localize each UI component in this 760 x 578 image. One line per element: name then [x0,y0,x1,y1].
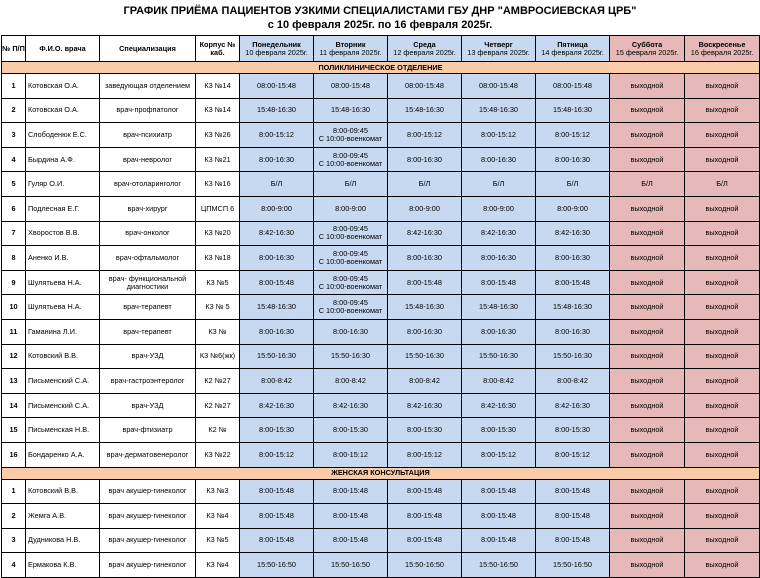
schedule-cell: 8:00-15:48 [462,479,536,504]
schedule-cell: выходной [610,319,685,344]
schedule-cell: 8:42-16:30 [240,393,314,418]
specialization: врач акушер-гинеколог [100,504,196,529]
schedule-cell: 8:00-16:30 [536,246,610,271]
row-number: 11 [2,319,26,344]
schedule-cell: 8:00-16:30 [462,319,536,344]
schedule-cell: 15:50-16:30 [462,344,536,369]
row-number: 6 [2,196,26,221]
schedule-cell: 8:00-9:00 [536,196,610,221]
row-number: 15 [2,418,26,443]
section-title: ЖЕНСКАЯ КОНСУЛЬТАЦИЯ [2,467,760,479]
specialization: врач-терапевт [100,319,196,344]
room-number: К3 №4 [196,553,240,578]
schedule-cell: 8:00-15:12 [240,123,314,148]
header-num: № П/П [2,36,26,62]
schedule-cell: 8:00-09:45 С 10:00-военкомат [314,295,388,320]
specialization: врач-отоларинголог [100,172,196,197]
row-number: 7 [2,221,26,246]
specialization: врач-хирург [100,196,196,221]
schedule-cell: выходной [685,147,760,172]
room-number: К3 №18 [196,246,240,271]
row-number: 3 [2,123,26,148]
schedule-cell: 8:00-15:48 [536,528,610,553]
table-row [2,123,760,148]
schedule-cell: 15:48-16:30 [462,295,536,320]
schedule-cell: 8:00-15:48 [240,479,314,504]
table-row [2,319,760,344]
specialization: врач-онколог [100,221,196,246]
table-row [2,528,760,553]
schedule-cell: Б/Л [314,172,388,197]
schedule-cell: выходной [610,295,685,320]
schedule-cell: выходной [685,196,760,221]
schedule-cell: 8:00-15:48 [240,270,314,295]
specialization: врач-психиатр [100,123,196,148]
schedule-cell: 8:00-15:48 [462,528,536,553]
table-row [2,393,760,418]
schedule-cell: 8:42-16:30 [536,221,610,246]
row-number: 8 [2,246,26,271]
schedule-cell: 15:48-16:30 [388,98,462,123]
schedule-cell: 8:00-15:30 [462,418,536,443]
table-row [2,344,760,369]
schedule-cell: 8:00-15:48 [388,270,462,295]
doctor-name: Дудникова Н.В. [26,528,100,553]
schedule-cell: выходной [685,369,760,394]
schedule-cell: выходной [685,123,760,148]
schedule-cell: 8:00-15:12 [388,442,462,467]
schedule-cell: выходной [685,528,760,553]
doctor-name: Аненко И.В. [26,246,100,271]
specialization: врач-УЗД [100,344,196,369]
schedule-cell: выходной [610,246,685,271]
header-day-sat: Суббота 15 февраля 2025г. [610,36,685,62]
room-number: К3 №3 [196,479,240,504]
schedule-cell: 8:00-15:30 [536,418,610,443]
schedule-cell: 15:48-16:30 [536,295,610,320]
schedule-cell: выходной [685,295,760,320]
schedule-cell: 15:50-16:30 [536,344,610,369]
schedule-cell: 8:00-16:30 [388,246,462,271]
table-row [2,147,760,172]
row-number: 1 [2,74,26,99]
doctor-name: Жемга А.В. [26,504,100,529]
schedule-cell: 8:00-15:12 [536,442,610,467]
schedule-cell: выходной [685,553,760,578]
header-day-thu: Четверг 13 февраля 2025г. [462,36,536,62]
schedule-cell: 15:48-16:30 [240,98,314,123]
room-number: К3 №21 [196,147,240,172]
schedule-cell: выходной [685,319,760,344]
schedule-cell: 8:00-15:30 [240,418,314,443]
doctor-name: Письменская Н.В. [26,418,100,443]
schedule-cell: выходной [610,74,685,99]
row-number: 3 [2,528,26,553]
room-number: К2 №27 [196,393,240,418]
row-number: 9 [2,270,26,295]
specialization: врач-офтальмолог [100,246,196,271]
schedule-cell: 8:42-16:30 [388,393,462,418]
schedule-cell: 8:42-16:30 [388,221,462,246]
schedule-cell: 15:50-16:50 [462,553,536,578]
specialization: врач-фтизиатр [100,418,196,443]
table-row [2,172,760,197]
schedule-cell: 15:50-16:50 [240,553,314,578]
specialization: врач акушер-гинеколог [100,528,196,553]
specialization: врач-гастроэнтеролог [100,369,196,394]
page-subtitle: с 10 февраля 2025г. по 16 февраля 2025г. [267,19,493,31]
room-number: К3 №16 [196,172,240,197]
schedule-cell: 8:42-16:30 [462,221,536,246]
table-row [2,295,760,320]
schedule-cell: 8:00-8:42 [462,369,536,394]
doctor-name: Подлесная Е.Г. [26,196,100,221]
schedule-cell: выходной [685,418,760,443]
schedule-cell: 15:50-16:30 [314,344,388,369]
specialization: врач акушер-гинеколог [100,479,196,504]
row-number: 12 [2,344,26,369]
schedule-cell: 8:00-15:48 [462,504,536,529]
row-number: 13 [2,369,26,394]
header-day-tue: Вторник 11 февраля 2025г. [314,36,388,62]
schedule-cell: 15:48-16:30 [462,98,536,123]
specialization: врач-профпатолог [100,98,196,123]
schedule-cell: выходной [610,369,685,394]
schedule-cell: 8:00-15:12 [536,123,610,148]
schedule-cell: 8:00-15:12 [462,442,536,467]
schedule-cell: выходной [685,393,760,418]
doctor-name: Хворостов В.В. [26,221,100,246]
schedule-cell: 8:00-8:42 [240,369,314,394]
room-number: К3 №5 [196,528,240,553]
header-spec: Специализация [100,36,196,62]
room-number: К3 №5 [196,270,240,295]
schedule-cell: 8:00-16:30 [240,319,314,344]
schedule-cell: 8:00-16:30 [240,147,314,172]
schedule-cell: выходной [610,393,685,418]
schedule-cell: 8:00-16:30 [462,147,536,172]
schedule-cell: 8:00-16:30 [536,147,610,172]
schedule-cell: 8:00-9:00 [314,196,388,221]
schedule-cell: выходной [685,246,760,271]
doctor-name: Письменский С.А. [26,393,100,418]
table-row [2,221,760,246]
room-number: К3 № 5 [196,295,240,320]
doctor-name: Шулятьева Н.А. [26,270,100,295]
schedule-cell: 8:00-16:30 [388,147,462,172]
room-number: К3 №14 [196,74,240,99]
room-number: К3 №4 [196,504,240,529]
schedule-cell: Б/Л [685,172,760,197]
doctor-name: Котовская О.А. [26,74,100,99]
schedule-cell: 15:50-16:50 [388,553,462,578]
schedule-cell: 8:00-15:48 [314,504,388,529]
schedule-cell: 8:42-16:30 [314,393,388,418]
schedule-cell: 8:00-9:00 [462,196,536,221]
specialization: врач-дерматовенеролог [100,442,196,467]
table-row [2,246,760,271]
section-title: ПОЛИКЛИНИЧЕСКОЕ ОТДЕЛЕНИЕ [2,62,760,74]
row-number: 5 [2,172,26,197]
schedule-cell: 8:00-15:48 [240,528,314,553]
header-day-wed: Среда 12 февраля 2025г. [388,36,462,62]
schedule-cell: Б/Л [462,172,536,197]
row-number: 14 [2,393,26,418]
schedule-cell: 15:48-16:30 [240,295,314,320]
specialization: врач-терапевт [100,295,196,320]
row-number: 4 [2,147,26,172]
schedule-cell: 8:00-15:48 [388,479,462,504]
doctor-name: Письменский С.А. [26,369,100,394]
table-header [2,36,760,62]
row-number: 2 [2,504,26,529]
schedule-cell: 8:42-16:30 [462,393,536,418]
header-day-sun: Воскресенье 16 февраля 2025г. [685,36,760,62]
schedule-cell: 8:42-16:30 [536,393,610,418]
schedule-cell: 15:48-16:30 [536,98,610,123]
schedule-cell: 8:00-15:12 [240,442,314,467]
row-number: 4 [2,553,26,578]
schedule-cell: выходной [610,442,685,467]
schedule-cell: 8:00-8:42 [314,369,388,394]
doctor-name: Гаманина Л.И. [26,319,100,344]
doctor-name: Шулятьева Н.А. [26,295,100,320]
schedule-cell: выходной [610,221,685,246]
specialization: врач- функциональной диагностики [100,270,196,295]
schedule-cell: выходной [610,418,685,443]
schedule-cell: 8:00-15:48 [388,504,462,529]
room-number: К3 №22 [196,442,240,467]
schedule-cell: выходной [610,504,685,529]
schedule-cell: 8:00-8:42 [388,369,462,394]
room-number: ЦПМСП 6 [196,196,240,221]
room-number: К3 №20 [196,221,240,246]
section-header [2,62,760,74]
schedule-cell: выходной [685,74,760,99]
schedule-cell: 8:42-16:30 [240,221,314,246]
schedule-cell: выходной [685,98,760,123]
schedule-cell: 8:00-15:48 [536,479,610,504]
specialization: заведующая отделением [100,74,196,99]
schedule-cell: 15:50-16:50 [536,553,610,578]
table-row [2,442,760,467]
section-header [2,467,760,479]
schedule-cell: Б/Л [536,172,610,197]
schedule-cell: 8:00-9:00 [240,196,314,221]
schedule-cell: выходной [610,479,685,504]
schedule-cell: 15:50-16:30 [240,344,314,369]
schedule-cell: 8:00-16:30 [462,246,536,271]
specialization: врач-невролог [100,147,196,172]
table-row [2,553,760,578]
doctor-name: Котовский В.В. [26,344,100,369]
page-title: ГРАФИК ПРИЁМА ПАЦИЕНТОВ УЗКИМИ СПЕЦИАЛИСТАМИ ГБУ ДНР "АМВРОСИЕВСКАЯ ЦРБ" [123,5,637,17]
schedule-table [1,35,760,578]
row-number: 2 [2,98,26,123]
schedule-cell: 8:00-16:30 [314,319,388,344]
schedule-cell: 08:00-15:48 [240,74,314,99]
schedule-cell: 8:00-16:30 [388,319,462,344]
table-row [2,479,760,504]
schedule-cell: 8:00-15:48 [536,270,610,295]
schedule-cell: выходной [610,553,685,578]
schedule-cell: 8:00-15:48 [314,528,388,553]
schedule-cell: 8:00-15:48 [240,504,314,529]
schedule-cell: Б/Л [240,172,314,197]
schedule-cell: 8:00-09:45 С 10:00-военкомат [314,246,388,271]
schedule-cell: выходной [685,270,760,295]
header-room: Корпус № каб. [196,36,240,62]
doctor-name: Бондаренко А.А. [26,442,100,467]
schedule-cell: 8:00-09:45 С 10:00-военкомат [314,270,388,295]
row-number: 16 [2,442,26,467]
schedule-cell: 08:00-15:48 [314,74,388,99]
schedule-cell: выходной [685,442,760,467]
schedule-cell: Б/Л [388,172,462,197]
schedule-cell: 8:00-15:12 [462,123,536,148]
room-number: К2 № [196,418,240,443]
doctor-name: Ермакова К.В. [26,553,100,578]
schedule-cell: выходной [610,528,685,553]
schedule-cell: выходной [610,196,685,221]
schedule-cell: Б/Л [610,172,685,197]
schedule-cell: выходной [610,344,685,369]
schedule-cell: выходной [685,344,760,369]
schedule-cell: 15:50-16:30 [388,344,462,369]
schedule-cell: выходной [610,270,685,295]
row-number: 1 [2,479,26,504]
schedule-cell: 15:48-16:30 [314,98,388,123]
header-day-mon: Понедельник 10 февраля 2025г. [240,36,314,62]
schedule-cell: 8:00-8:42 [536,369,610,394]
room-number: К3 № [196,319,240,344]
room-number: К3 №6(жк) [196,344,240,369]
schedule-cell: 8:00-15:48 [388,528,462,553]
room-number: К3 №26 [196,123,240,148]
schedule-cell: выходной [685,479,760,504]
table-row [2,270,760,295]
schedule-cell: 8:00-09:45 С 10:00-военкомат [314,147,388,172]
table-row [2,74,760,99]
doctor-name: Слободенюк Е.С. [26,123,100,148]
table-row [2,369,760,394]
specialization: врач-УЗД [100,393,196,418]
schedule-cell: 08:00-15:48 [462,74,536,99]
specialization: врач акушер-гинеколог [100,553,196,578]
schedule-cell: выходной [610,98,685,123]
schedule-cell: 8:00-15:48 [462,270,536,295]
room-number: К2 №27 [196,369,240,394]
schedule-cell: 8:00-09:45 С 10:00-военкомат [314,123,388,148]
table-row [2,418,760,443]
header-day-fri: Пятница 14 февраля 2025г. [536,36,610,62]
schedule-cell: выходной [610,147,685,172]
header-name: Ф.И.О. врача [26,36,100,62]
schedule-cell: 08:00-15:48 [388,74,462,99]
room-number: К3 №14 [196,98,240,123]
doctor-name: Бырдина А.Ф. [26,147,100,172]
schedule-cell: 8:00-15:12 [314,442,388,467]
schedule-cell: выходной [685,504,760,529]
doctor-name: Котовская О.А. [26,98,100,123]
doctor-name: Котовский В.В. [26,479,100,504]
schedule-cell: 15:50-16:50 [314,553,388,578]
table-body [2,62,760,578]
schedule-cell: выходной [610,123,685,148]
schedule-cell: 08:00-15:48 [536,74,610,99]
schedule-cell: 8:00-9:00 [388,196,462,221]
schedule-cell: 8:00-15:30 [314,418,388,443]
doctor-name: Гуляр О.И. [26,172,100,197]
schedule-cell: 8:00-15:48 [314,479,388,504]
schedule-cell: 15:48-16:30 [388,295,462,320]
schedule-cell: выходной [685,221,760,246]
table-row [2,504,760,529]
table-row [2,196,760,221]
schedule-cell: 8:00-15:30 [388,418,462,443]
schedule-cell: 8:00-15:48 [536,504,610,529]
schedule-cell: 8:00-09:45 С 10:00-военкомат [314,221,388,246]
table-row [2,98,760,123]
schedule-cell: 8:00-15:12 [388,123,462,148]
schedule-cell: 8:00-16:30 [240,246,314,271]
row-number: 10 [2,295,26,320]
schedule-cell: 8:00-16:30 [536,319,610,344]
